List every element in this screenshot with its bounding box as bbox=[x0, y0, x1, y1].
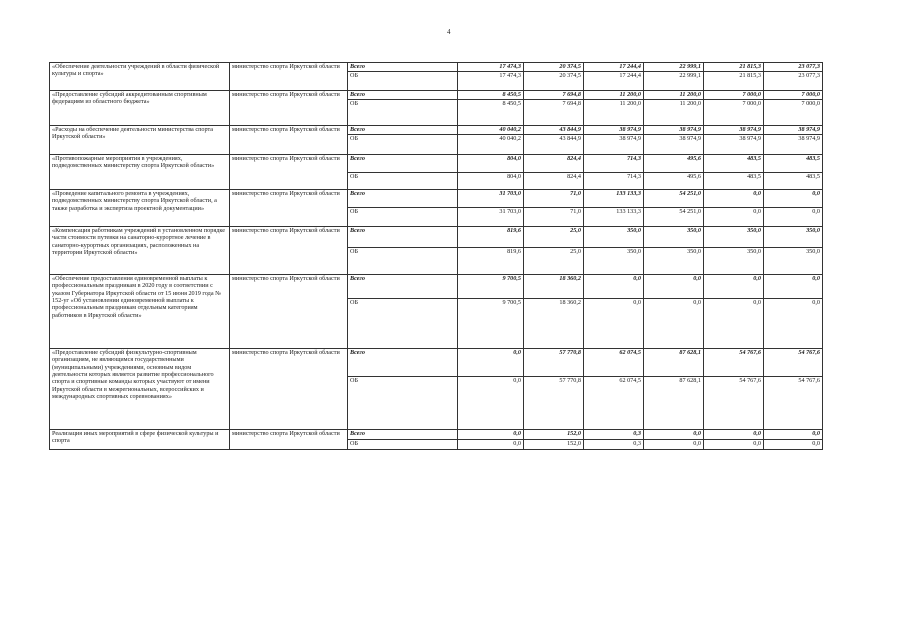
total-value-cell: 0,0 bbox=[644, 430, 704, 440]
funding-source-total-cell: Всего bbox=[348, 91, 458, 100]
total-value-cell: 23 077,3 bbox=[764, 63, 823, 72]
ob-value-cell: 7 000,0 bbox=[704, 100, 764, 126]
table-row bbox=[50, 349, 823, 377]
executor-cell: министерство спорта Иркутской области bbox=[230, 349, 348, 430]
executor-cell: министерство спорта Иркутской области bbox=[230, 227, 348, 275]
total-value-cell: 824,4 bbox=[524, 155, 584, 173]
funding-source-ob-cell: ОБ bbox=[348, 173, 458, 190]
ob-value-cell: 0,0 bbox=[764, 208, 823, 227]
funding-source-ob-cell: ОБ bbox=[348, 100, 458, 126]
total-value-cell: 57 770,8 bbox=[524, 349, 584, 377]
funding-source-ob-cell: ОБ bbox=[348, 248, 458, 275]
ob-value-cell: 87 628,1 bbox=[644, 377, 704, 430]
total-value-cell: 25,0 bbox=[524, 227, 584, 248]
ob-value-cell: 38 974,9 bbox=[584, 135, 644, 155]
total-value-cell: 71,0 bbox=[524, 190, 584, 208]
executor-cell: министерство спорта Иркутской области bbox=[230, 190, 348, 227]
funding-source-total-cell: Всего bbox=[348, 430, 458, 440]
total-value-cell: 819,6 bbox=[458, 227, 524, 248]
executor-cell: министерство спорта Иркутской области bbox=[230, 430, 348, 450]
total-value-cell: 17 474,3 bbox=[458, 63, 524, 72]
table-row bbox=[50, 126, 823, 135]
activity-name-cell: «Компенсация работникам учреждений в установленном порядке части стоимости путевки на санаторно-курортное лечение в санаторно-курортных организациях, расположенных на территории Иркутской области» bbox=[50, 227, 230, 275]
total-value-cell: 152,0 bbox=[524, 430, 584, 440]
total-value-cell: 0,0 bbox=[764, 430, 823, 440]
ob-value-cell: 495,6 bbox=[644, 173, 704, 190]
funding-source-total-cell: Всего bbox=[348, 349, 458, 377]
total-value-cell: 350,0 bbox=[764, 227, 823, 248]
total-value-cell: 43 844,9 bbox=[524, 126, 584, 135]
funding-source-ob-cell: ОБ bbox=[348, 135, 458, 155]
executor-cell: министерство спорта Иркутской области bbox=[230, 155, 348, 190]
total-value-cell: 0,3 bbox=[584, 430, 644, 440]
ob-value-cell: 11 200,0 bbox=[584, 100, 644, 126]
activity-name-cell: «Расходы на обеспечение деятельности министерства спорта Иркутской области» bbox=[50, 126, 230, 155]
total-value-cell: 38 974,9 bbox=[584, 126, 644, 135]
total-value-cell: 0,0 bbox=[644, 275, 704, 299]
ob-value-cell: 38 974,9 bbox=[704, 135, 764, 155]
total-value-cell: 133 133,3 bbox=[584, 190, 644, 208]
funding-source-total-cell: Всего bbox=[348, 227, 458, 248]
funding-source-total-cell: Всего bbox=[348, 126, 458, 135]
total-value-cell: 714,3 bbox=[584, 155, 644, 173]
ob-value-cell: 133 133,3 bbox=[584, 208, 644, 227]
total-value-cell: 54 251,0 bbox=[644, 190, 704, 208]
total-value-cell: 62 074,5 bbox=[584, 349, 644, 377]
activity-name-cell: «Предоставление субсидий аккредитованным спортивным федерациям из областного бюджета» bbox=[50, 91, 230, 126]
total-value-cell: 11 200,0 bbox=[644, 91, 704, 100]
ob-value-cell: 7 000,0 bbox=[764, 100, 823, 126]
total-value-cell: 31 703,0 bbox=[458, 190, 524, 208]
ob-value-cell: 350,0 bbox=[704, 248, 764, 275]
ob-value-cell: 483,5 bbox=[764, 173, 823, 190]
executor-cell: министерство спорта Иркутской области bbox=[230, 63, 348, 91]
ob-value-cell: 38 974,9 bbox=[644, 135, 704, 155]
total-value-cell: 38 974,9 bbox=[764, 126, 823, 135]
total-value-cell: 54 767,6 bbox=[764, 349, 823, 377]
ob-value-cell: 350,0 bbox=[764, 248, 823, 275]
executor-cell: министерство спорта Иркутской области bbox=[230, 275, 348, 349]
total-value-cell: 18 360,2 bbox=[524, 275, 584, 299]
ob-value-cell: 0,0 bbox=[764, 299, 823, 349]
total-value-cell: 21 815,3 bbox=[704, 63, 764, 72]
ob-value-cell: 0,0 bbox=[644, 299, 704, 349]
total-value-cell: 22 999,1 bbox=[644, 63, 704, 72]
ob-value-cell: 40 040,2 bbox=[458, 135, 524, 155]
ob-value-cell: 0,0 bbox=[704, 208, 764, 227]
total-value-cell: 0,0 bbox=[584, 275, 644, 299]
budget-table-body bbox=[50, 63, 823, 450]
table-row bbox=[50, 430, 823, 440]
total-value-cell: 0,0 bbox=[458, 430, 524, 440]
total-value-cell: 7 000,0 bbox=[704, 91, 764, 100]
ob-value-cell: 31 703,0 bbox=[458, 208, 524, 227]
ob-value-cell: 21 815,3 bbox=[704, 72, 764, 91]
ob-value-cell: 9 700,5 bbox=[458, 299, 524, 349]
total-value-cell: 350,0 bbox=[584, 227, 644, 248]
total-value-cell: 0,0 bbox=[764, 275, 823, 299]
table-row bbox=[50, 227, 823, 248]
total-value-cell: 87 628,1 bbox=[644, 349, 704, 377]
funding-source-total-cell: Всего bbox=[348, 63, 458, 72]
table-row bbox=[50, 155, 823, 173]
total-value-cell: 8 450,5 bbox=[458, 91, 524, 100]
ob-value-cell: 54 767,6 bbox=[764, 377, 823, 430]
funding-source-total-cell: Всего bbox=[348, 155, 458, 173]
ob-value-cell: 350,0 bbox=[584, 248, 644, 275]
ob-value-cell: 0,0 bbox=[704, 440, 764, 450]
funding-source-total-cell: Всего bbox=[348, 190, 458, 208]
total-value-cell: 483,5 bbox=[764, 155, 823, 173]
ob-value-cell: 8 450,5 bbox=[458, 100, 524, 126]
funding-source-ob-cell: ОБ bbox=[348, 208, 458, 227]
total-value-cell: 804,0 bbox=[458, 155, 524, 173]
ob-value-cell: 0,0 bbox=[458, 377, 524, 430]
ob-value-cell: 62 074,5 bbox=[584, 377, 644, 430]
activity-name-cell: «Предоставление субсидий физкультурно-спортивным организациям, не являющимся государственными (муниципальными) учреждениями, основным видом деятельности которых является развитие профессионального спорта и спортивные команды которых участвуют от имени Иркутской области в межрегиональных, всероссийских и международных спортивных соревнованиях» bbox=[50, 349, 230, 430]
total-value-cell: 40 040,2 bbox=[458, 126, 524, 135]
ob-value-cell: 20 374,5 bbox=[524, 72, 584, 91]
total-value-cell: 20 374,5 bbox=[524, 63, 584, 72]
total-value-cell: 0,0 bbox=[704, 275, 764, 299]
ob-value-cell: 0,0 bbox=[458, 440, 524, 450]
total-value-cell: 17 244,4 bbox=[584, 63, 644, 72]
total-value-cell: 350,0 bbox=[644, 227, 704, 248]
ob-value-cell: 25,0 bbox=[524, 248, 584, 275]
ob-value-cell: 54 251,0 bbox=[644, 208, 704, 227]
ob-value-cell: 7 694,8 bbox=[524, 100, 584, 126]
total-value-cell: 7 000,0 bbox=[764, 91, 823, 100]
executor-cell: министерство спорта Иркутской области bbox=[230, 91, 348, 126]
ob-value-cell: 0,0 bbox=[584, 299, 644, 349]
total-value-cell: 0,0 bbox=[764, 190, 823, 208]
table-row bbox=[50, 275, 823, 299]
ob-value-cell: 483,5 bbox=[704, 173, 764, 190]
table-row bbox=[50, 91, 823, 100]
ob-value-cell: 23 077,3 bbox=[764, 72, 823, 91]
ob-value-cell: 714,3 bbox=[584, 173, 644, 190]
funding-source-total-cell: Всего bbox=[348, 275, 458, 299]
executor-cell: министерство спорта Иркутской области bbox=[230, 126, 348, 155]
ob-value-cell: 0,0 bbox=[764, 440, 823, 450]
activity-name-cell: «Противопожарные мероприятия в учреждениях, подведомственных министерству спорта Иркутской области» bbox=[50, 155, 230, 190]
ob-value-cell: 22 999,1 bbox=[644, 72, 704, 91]
activity-name-cell: Реализация иных мероприятий в сфере физической культуры и спорта bbox=[50, 430, 230, 450]
activity-name-cell: «Проведение капитального ремонта в учреждениях, подведомственных министерству спорта Иркутской области, а также разработка и экспертиза проектной документации» bbox=[50, 190, 230, 227]
total-value-cell: 9 700,5 bbox=[458, 275, 524, 299]
total-value-cell: 483,5 bbox=[704, 155, 764, 173]
funding-source-ob-cell: ОБ bbox=[348, 72, 458, 91]
ob-value-cell: 57 770,8 bbox=[524, 377, 584, 430]
funding-source-ob-cell: ОБ bbox=[348, 299, 458, 349]
page-number: 4 bbox=[447, 28, 451, 36]
funding-source-ob-cell: ОБ bbox=[348, 377, 458, 430]
ob-value-cell: 152,0 bbox=[524, 440, 584, 450]
total-value-cell: 0,0 bbox=[458, 349, 524, 377]
ob-value-cell: 71,0 bbox=[524, 208, 584, 227]
ob-value-cell: 38 974,9 bbox=[764, 135, 823, 155]
ob-value-cell: 17 244,4 bbox=[584, 72, 644, 91]
total-value-cell: 7 694,8 bbox=[524, 91, 584, 100]
ob-value-cell: 11 200,0 bbox=[644, 100, 704, 126]
total-value-cell: 0,0 bbox=[704, 190, 764, 208]
total-value-cell: 495,6 bbox=[644, 155, 704, 173]
ob-value-cell: 17 474,3 bbox=[458, 72, 524, 91]
table-row bbox=[50, 63, 823, 72]
ob-value-cell: 350,0 bbox=[644, 248, 704, 275]
total-value-cell: 54 767,6 bbox=[704, 349, 764, 377]
total-value-cell: 350,0 bbox=[704, 227, 764, 248]
funding-source-ob-cell: ОБ bbox=[348, 440, 458, 450]
total-value-cell: 38 974,9 bbox=[704, 126, 764, 135]
total-value-cell: 0,0 bbox=[704, 430, 764, 440]
table-row bbox=[50, 190, 823, 208]
ob-value-cell: 824,4 bbox=[524, 173, 584, 190]
ob-value-cell: 0,0 bbox=[704, 299, 764, 349]
activity-name-cell: «Обеспечение деятельности учреждений в области физической культуры и спорта» bbox=[50, 63, 230, 91]
ob-value-cell: 54 767,6 bbox=[704, 377, 764, 430]
total-value-cell: 38 974,9 bbox=[644, 126, 704, 135]
total-value-cell: 11 200,0 bbox=[584, 91, 644, 100]
ob-value-cell: 804,0 bbox=[458, 173, 524, 190]
ob-value-cell: 819,6 bbox=[458, 248, 524, 275]
ob-value-cell: 43 844,9 bbox=[524, 135, 584, 155]
ob-value-cell: 0,0 bbox=[644, 440, 704, 450]
activity-name-cell: «Обеспечение предоставления единовременной выплаты к профессиональным праздникам в 2020 году в соответствии с указом Губернатора Иркутской области от 15 июня 2019 года № 152-уг «Об установлении единовременной выплаты к профессиональным праздникам отдельным категориям работников в Иркутской области» bbox=[50, 275, 230, 349]
budget-table bbox=[49, 62, 823, 450]
ob-value-cell: 18 360,2 bbox=[524, 299, 584, 349]
ob-value-cell: 0,3 bbox=[584, 440, 644, 450]
